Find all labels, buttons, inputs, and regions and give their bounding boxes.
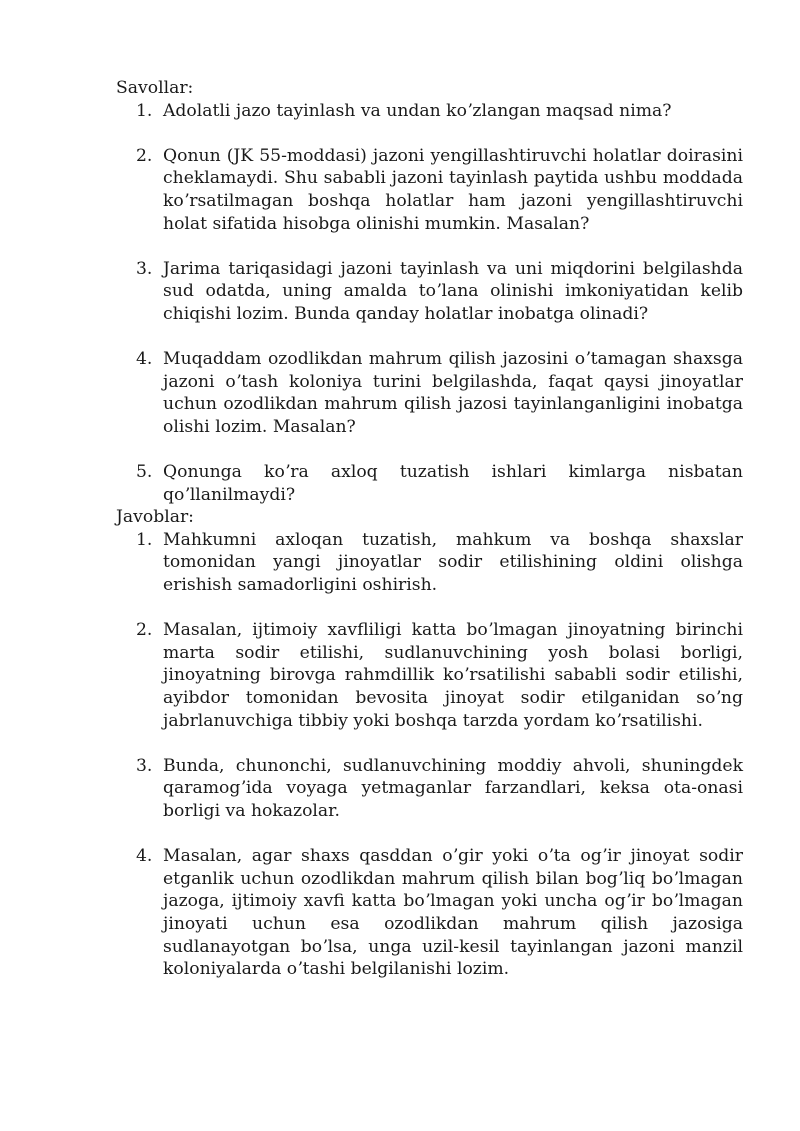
question-number: 5. — [136, 462, 153, 483]
document-page — [116, 77, 743, 981]
question-text: Adolatli jazo tayinlash va undan koʼzlangan maqsad nima? — [163, 100, 672, 121]
question-text: Qonunga koʼra axloq tuzatish ishlari kimlarga nisbatan qoʼllanilmaydi? — [163, 462, 743, 505]
question-item-1 — [116, 100, 743, 123]
question-text: Qonun (JK 55-moddasi) jazoni yengillashtiruvchi holatlar doirasini cheklamaydi. Shu sababli jazoni tayinlash paytida ushbu moddada koʼrsatilmagan boshqa holatlar ham jazoni yengillashtiruvchi holat sifatida hisobga olinishi mumkin. Masalan? — [163, 145, 743, 234]
answer-text: Bunda, chunonchi, sudlanuvchining moddiy ahvoli, shuningdek qaramogʼida voyaga yetmaganlar farzandlari, keksa ota-onasi borligi va hokazolar. — [163, 755, 743, 821]
questions-heading: Savollar: — [116, 78, 194, 98]
answer-number: 4. — [136, 846, 153, 867]
answer-number: 3. — [136, 755, 153, 776]
question-item-5 — [116, 461, 743, 506]
question-text: Jarima tariqasidagi jazoni tayinlash va uni miqdorini belgilashda sud odatda, uning amalda toʼlana olinishi imkoniyatidan kelib chiqishi lozim. Bunda qanday holatlar inobatga olinadi? — [163, 258, 743, 324]
answer-text: Mahkumni axloqan tuzatish, mahkum va boshqa shaxslar tomonidan yangi jinoyatlar sodir etilishining oldini olishga erishish samadorligini oshirish. — [163, 529, 743, 596]
answer-number: 1. — [136, 529, 153, 550]
answer-item-3 — [116, 755, 743, 823]
question-number: 2. — [136, 145, 153, 166]
question-number: 1. — [136, 100, 153, 121]
answer-text: Masalan, agar shaxs qasddan oʼgir yoki oʼta ogʼir jinoyat sodir etganlik uchun ozodlikdan mahrum qilish bilan bogʼliq boʼlmagan jazoga, ijtimoiy xavfi katta boʼlmagan yoki uncha ogʼir boʼlmagan jinoyati uchun esa ozodlikdan mahrum qilish jazosiga sudlanayotgan boʼlsa, unga uzil-kesil tayinlangan jazoni manzil koloniyalarda oʼtashi belgilanishi lozim. — [163, 846, 743, 980]
question-text: Muqaddam ozodlikdan mahrum qilish jazosini oʼtamagan shaxsga jazoni oʼtash koloniya turini belgilashda, faqat qaysi jinoyatlar uchun ozodlikdan mahrum qilish jazosi tayinlanganligini inobatga olishi lozim. Masalan? — [163, 349, 743, 437]
question-number: 3. — [136, 258, 153, 279]
answer-text: Masalan, ijtimoiy xavfliligi katta boʼlmagan jinoyatning birinchi marta sodir etilishi, sudlanuvchining yosh bolasi borligi, jinoyatning birovga rahmdillik koʼrsatilishi sababli sodir etilishi, ayibdor tomonidan bevosita jinoyat sodir etilganidan soʼng jabrlanuvchiga tibbiy yoki boshqa tarzda yordam koʼrsatilishi. — [163, 620, 743, 731]
question-item-2 — [116, 145, 743, 235]
question-item-3 — [116, 258, 743, 326]
answer-number: 2. — [136, 620, 153, 641]
answer-item-1 — [116, 529, 743, 597]
question-number: 4. — [136, 349, 153, 370]
answers-heading: Javoblar: — [116, 507, 194, 528]
questions-list — [116, 100, 743, 507]
answer-item-2 — [116, 619, 743, 732]
answers-list — [116, 529, 743, 981]
answer-item-4 — [116, 845, 743, 981]
question-item-4 — [116, 348, 743, 438]
